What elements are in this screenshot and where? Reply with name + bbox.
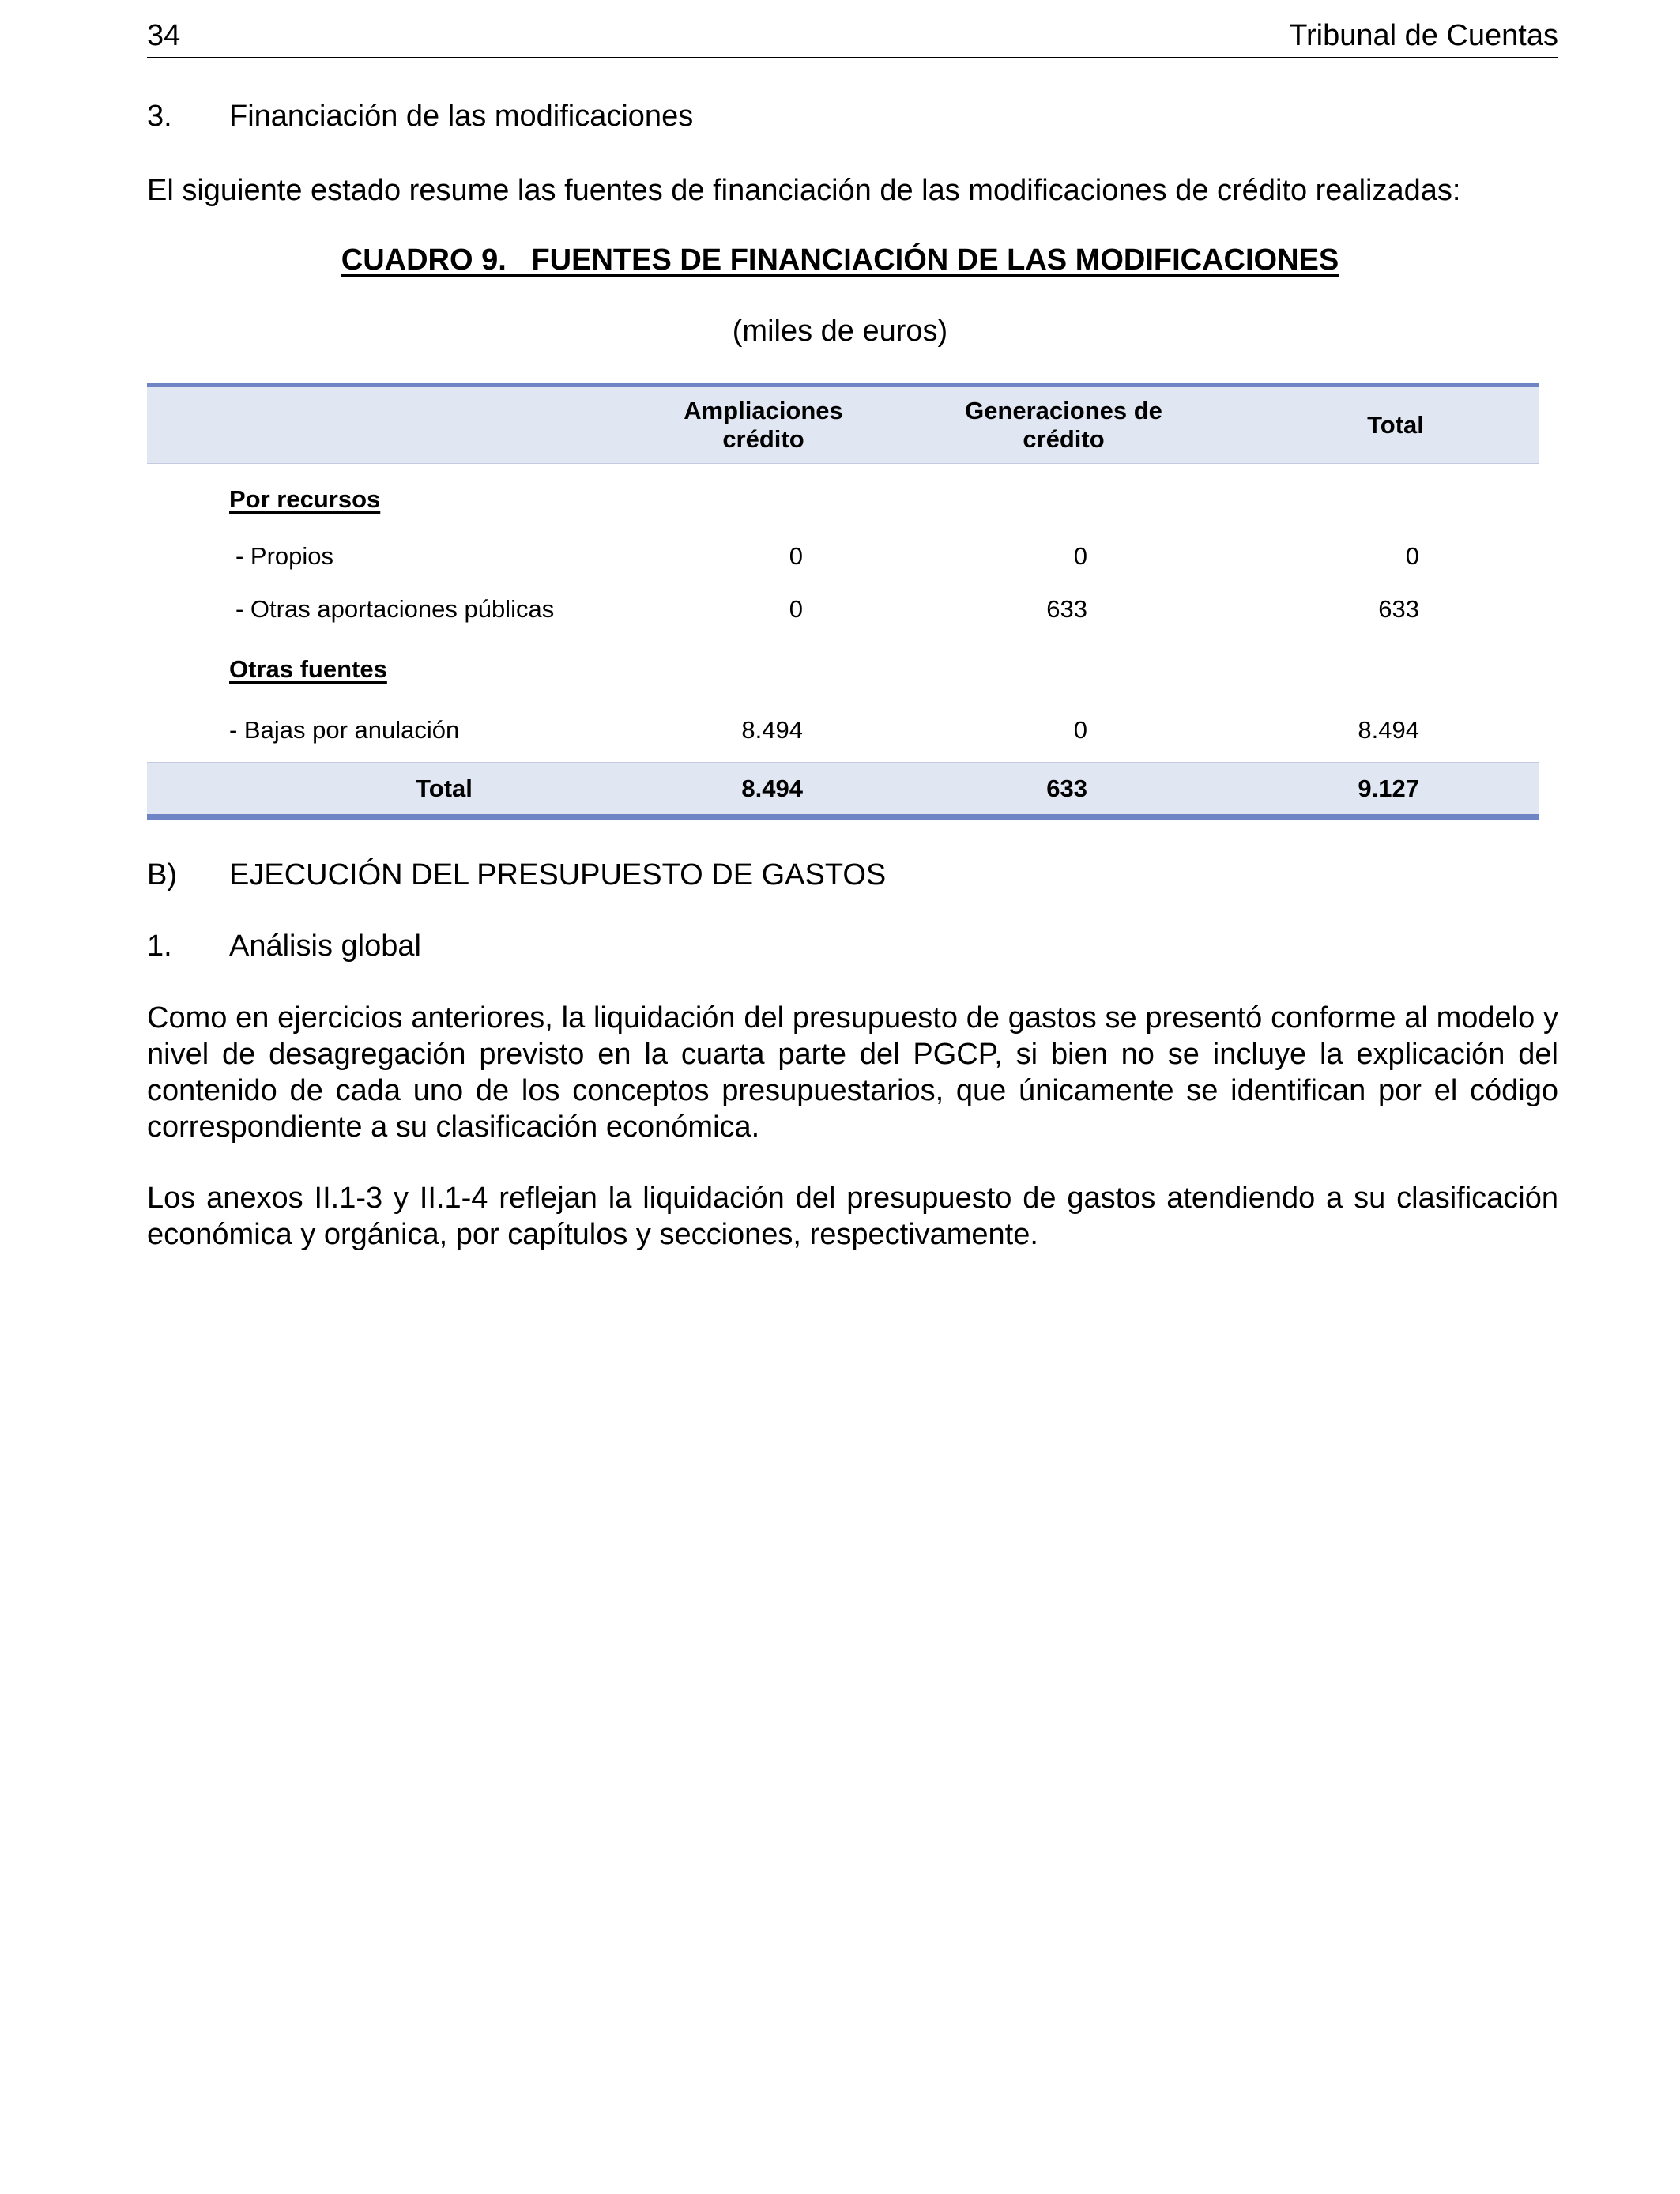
page-number: 34 — [147, 19, 181, 52]
paragraph: Como en ejercicios anteriores, la liquidación del presupuesto de gastos se presentó conforme al modelo y nivel de desagregación previsto en la cuarta parte del PGCP, si bien no se incluye la explicación del contenido de cada uno de los conceptos presupuestarios, que únicamente se identifican por el código correspondiente a su clasificación económica. — [147, 1001, 1558, 1144]
table-cell: 8.494 — [1358, 716, 1419, 744]
running-title: Tribunal de Cuentas — [1289, 19, 1558, 52]
group-label-por-recursos: Por recursos — [229, 485, 381, 513]
total-cell: 633 — [1046, 775, 1087, 802]
table-cell: 8.494 — [741, 716, 803, 744]
table-cell: 0 — [1073, 716, 1087, 744]
total-cell: 8.494 — [741, 775, 803, 802]
total-cell: 9.127 — [1358, 775, 1419, 802]
table-cell: 0 — [789, 542, 803, 570]
section-1-heading — [147, 929, 421, 963]
section-title: EJECUCIÓN DEL PRESUPUESTO DE GASTOS — [229, 858, 887, 892]
paragraph: Los anexos II.1-3 y II.1-4 reflejan la liquidación del presupuesto de gastos atendiendo a su clasificación económica y orgánica, por capítulos y secciones, respectivamente. — [147, 1182, 1558, 1251]
page-header — [147, 16, 1558, 58]
section-number: B) — [147, 858, 177, 892]
group-label-otras-fuentes: Otras fuentes — [229, 655, 387, 683]
table-bottom-band — [147, 814, 1539, 820]
table-cell: 0 — [1405, 542, 1419, 570]
column-header-generaciones: Generaciones de crédito — [965, 397, 1162, 453]
table-cell: 0 — [789, 595, 803, 623]
financing-table — [147, 383, 1539, 822]
row-label: - Otras aportaciones públicas — [235, 595, 555, 623]
table-units: (miles de euros) — [732, 315, 948, 348]
intro-paragraph: El siguiente estado resume las fuentes de financiación de las modificaciones de crédito realizadas: — [147, 174, 1461, 207]
column-header-total: Total — [1367, 411, 1424, 439]
table-cell: 633 — [1046, 595, 1087, 623]
section-number: 1. — [147, 929, 172, 963]
section-title: Análisis global — [229, 929, 421, 963]
table-title: CUADRO 9. FUENTES DE FINANCIACIÓN DE LAS MODIFICACIONES — [341, 243, 1339, 277]
table-cell: 0 — [1073, 542, 1087, 570]
section-number: 3. — [147, 100, 172, 133]
section-3-heading — [147, 100, 693, 134]
total-label: Total — [416, 775, 473, 802]
section-title: Financiación de las modificaciones — [229, 100, 694, 133]
column-header-ampliaciones: Ampliaciones crédito — [684, 397, 843, 453]
table-cell: 633 — [1378, 595, 1419, 623]
row-label: - Bajas por anulación — [229, 716, 460, 744]
table-total-row — [147, 762, 1539, 816]
row-label: - Propios — [235, 542, 334, 570]
section-b-heading — [147, 858, 886, 892]
